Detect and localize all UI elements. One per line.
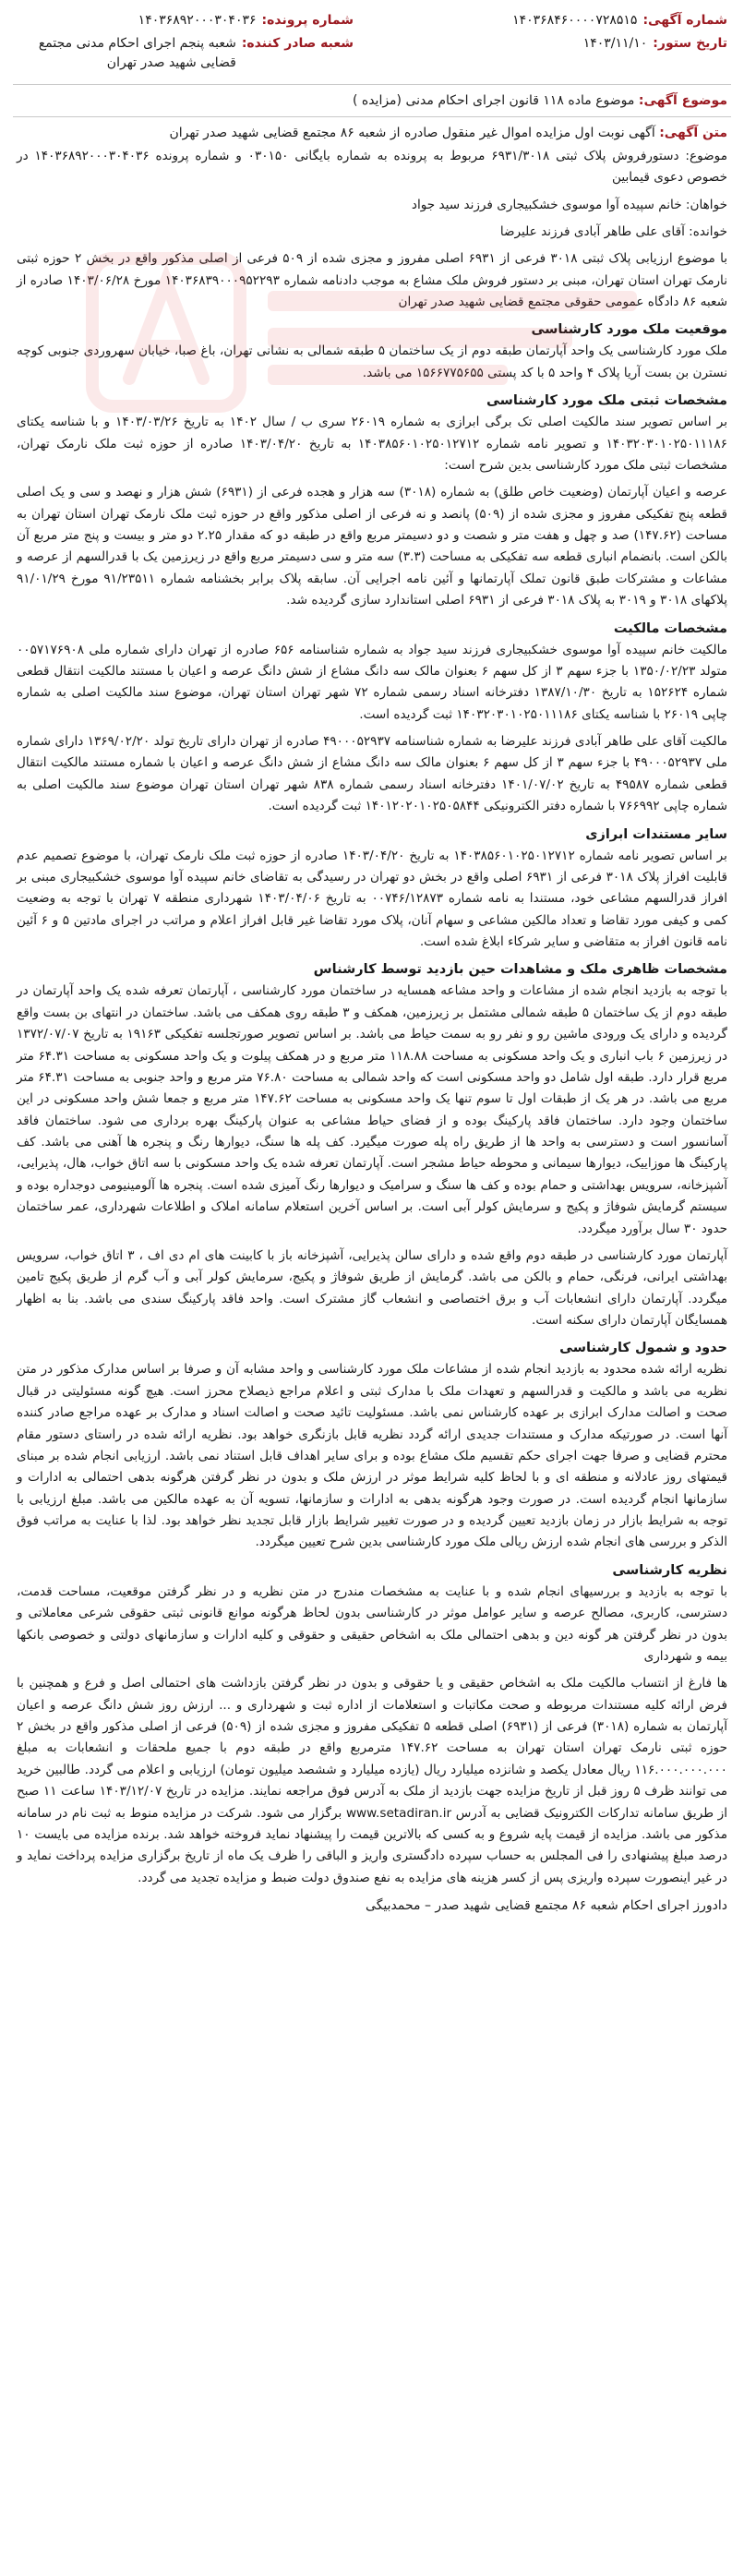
- intro-paragraph: با موضوع ارزیابی پلاک ثبتی ۳۰۱۸ فرعی از ۶۹۳۱ اصلی مفروز و مجزی شده از ۵۰۹ فرعی از اصلی مذکور واقع در بخش ۲ حوزه ثبتی نارمک تهران استان تهران، مبنی بر دستور فروش ملک مشاع به موجب دادنامه شماره ۱۴۰۳۶۸۳۹۰۰۰۹۵۲۲۹۳ مورخ ۱۴۰۳/۰۶/۲۸ صادره از شعبه ۸۶ دادگاه عمومی حقوقی مجتمع قضایی شهید صدر تهران: [17, 251, 728, 310]
- subject-value: موضوع ماده ۱۱۸ قانون اجرای احکام مدنی (مزایده ): [352, 93, 635, 108]
- date-row: [390, 34, 727, 73]
- notice-header: [13, 9, 731, 78]
- notice-number-label: شماره آگهی:: [642, 13, 727, 28]
- notice-text-row: [17, 123, 727, 143]
- case-subject: موضوع: دستورفروش پلاک ثبتی ۶۹۳۱/۳۰۱۸ مربوط به پرونده به شماره بایگانی ۰۳۰۱۵۰ و شماره پرونده ۱۴۰۳۶۸۹۲۰۰۰۳۰۴۰۳۶ در خصوص دعوی قیمابین: [17, 148, 727, 186]
- notice-text-value: آگهی نوبت اول مزایده اموال غیر منقول صادره از شعبه ۸۶ مجتمع قضایی شهید صدر تهران: [169, 126, 655, 141]
- section-location-text: ملک مورد کارشناسی یک واحد آپارتمان طبقه دوم از یک ساختمان ۵ طبقه شمالی به نشانی تهران، باغ صبا، خیابان سهروردی جنوبی کوچه نسترن بن بست آریا پلاک ۴ واحد ۵ با کد پستی ۱۵۶۶۷۷۵۶۵۵ می باشد.: [17, 343, 727, 380]
- notice-number-value: ۱۴۰۳۶۸۴۶۰۰۰۰۷۲۸۵۱۵: [512, 13, 638, 28]
- section-documents-title: سایر مستندات ابرازی: [585, 826, 727, 842]
- section-inspection-text-b: آپارتمان مورد کارشناسی در طبقه دوم واقع شده و دارای سالن پذیرایی، آشپزخانه باز با کابینت های ام دی اف ، ۳ اتاق خواب، سرویس بهداشتی ایرانی، فرنگی، حمام و بالکن می باشد. گرمایش از طریق شوفاژ و پکیج، سرمایش کولر آبی و آب گرم از طریق پکیج تامین میگردد. آپارتمان دارای انشعابات آب و برق اختصاصی و انشعاب گاز مشترک است. واحد فاقد پارکینگ سندی می باشد. بنا به اظهار همسایگان آپارتمان دارای سکنه است.: [17, 1247, 727, 1329]
- section-scope-title: حدود و شمول کارشناسی: [559, 1341, 727, 1356]
- letter-number-value: ۱۴۰۳۶۸۹۲۰۰۰۳۰۴۰۳۶: [138, 13, 257, 28]
- notice-number-row: [390, 11, 727, 30]
- issuer-row: [17, 34, 354, 73]
- date-label: تاریخ ستور:: [653, 36, 727, 51]
- date-value: ۱۴۰۳/۱۱/۱۰: [582, 36, 648, 51]
- section-location-title: موقعیت ملک مورد کارشناسی: [531, 322, 727, 338]
- issuer-value: شعبه پنجم اجرای احکام مدنی مجتمع قضایی شهید صدر تهران: [38, 36, 236, 70]
- section-documents-text: بر اساس تصویر نامه شماره ۱۴۰۳۸۵۶۰۱۰۲۵۰۱۲۷۱۲ به تاریخ ۱۴۰۳/۰۴/۲۰ صادره از حوزه ثبت ملک نارمک تهران، با موضوع تصمیم عدم قابلیت افراز پلاک ۳۰۱۸ فرعی از ۶۹۳۱ اصلی واقع در بخش دو تهران در رسیدگی به تقاضای خانم سپیده آوا موسوی خشکبیجاری مبنی بر افراز قدرالسهم مشاعی خود، مستندا به نامه شماره ۰۰۷۴۶/۱۲۸۷۳ به تاریخ ۱۴۰۳/۰۴/۰۶ شهرداری منطقه ۷ تهران با توجه به وضعیت کمی و کیفی مورد تقاضا و تعداد مالکین مشاعی و سهام آنان، پلاک مورد تقاضا غیر قابل افراز اعلام و مراتب در اجرای مادتین ۵ و ۶ آئین نامه قانون افراز به متقاضی و سایر شرکاء ابلاغ شده است.: [17, 848, 728, 950]
- letter-number-row: [17, 11, 354, 30]
- section-registry-title: مشخصات ثبتی ملک مورد کارشناسی: [486, 393, 727, 409]
- section-inspection-text-a: با توجه به بازدید انجام شده از مشاعات و واحد مشاعه همسایه در ساختمان مورد کارشناسی ، آپارتمان تعرفه شده یک واحد آپارتمان در طبقه دوم از یک ساختمان ۵ طبقه شمالی مشتمل بر زیرزمین، همکف و ۳ طبقه روی همکف می باشد. ساختمان در انتهای بن بست واقع گردیده و دارای یک ورودی ماشین رو و نفر رو به سمت حیاط می باشد. بر اساس تصویر صورتجلسه تفکیکی ۱۹۱۶۳ به تاریخ ۱۳۷۲/۰۷/۰۷ در زیرزمین ۶ باب انباری و یک واحد مسکونی به مساحت ۱۱۸.۸۸ متر مربع و در همکف پیلوت و یک واحد مسکونی به مساحت ۶۴.۳۱ متر مربع قرار دارد. طبقه اول شامل دو واحد مسکونی است که واحد شمالی به مساحت ۷۶.۸۰ متر مربع و واحد جنوبی به مساحت ۶۴.۳۱ متر مربع می باشد. در هر یک از طبقات اول تا سوم تنها یک واحد مسکونی به مساحت ۱۴۷.۶۲ متر مربع و جمعا شش واحد مسکونی در این ساختمان وجود دارد. ساختمان فاقد پارکینگ بوده و از فضای حیاط مشاعی به عنوان پارکینگ بهره برداری می شود. ساختمان فاقد آسانسور است و دسترسی به واحد ها از طریق راه پله صورت میگیرد. کف پله ها سنگ، دیوارها رنگ و پنجره ها آهنی می باشد. کف پارکینگ ها موزاییک، دیوارها سیمانی و محوطه حیاط مشجر است. آپارتمان تعرفه شده یک واحد مسکونی با سه اتاق خواب، هال، پذیرایی، آشپزخانه، سرویس بهداشتی و حمام بوده و کف ها سنگ و سرامیک و دیوارها رنگ آمیزی شده است. پنجره ها آلومینیومی دوجداره بوده و سیستم گرمایش شوفاژ و پکیج و سرمایش کولر آبی است. بر اساس آخرین استعلام سامانه املاک و اطلاعات شهرداری، عمر ساختمان حدود ۳۰ سال برآورد میگردد.: [17, 983, 728, 1236]
- defendant: خوانده: آقای علی طاهر آبادی فرزند علیرضا: [499, 223, 727, 239]
- subject-label: موضوع آگهی:: [638, 93, 727, 108]
- section-inspection-title: مشخصات ظاهری ملک و مشاهدات حین بازدید توسط کارشناس: [313, 962, 727, 978]
- plaintiff: خواهان: خانم سپیده آوا موسوی خشکبیجاری فرزند سید جواد: [411, 197, 727, 212]
- section-opinion-title: نظریه کارشناسی: [612, 1562, 727, 1578]
- header-divider: [13, 84, 731, 85]
- issuer-label: شعبه صادر کننده:: [241, 36, 354, 51]
- section-ownership-title: مشخصات مالکیت: [613, 620, 727, 636]
- notice-text-label: متن آگهی:: [659, 126, 727, 141]
- section-opinion-text-b: ها فارغ از انتساب مالکیت ملک به اشخاص حقیقی و یا حقوقی و بدون در نظر گرفتن بازداشت های احتمالی اصل و فرع و همچنین با فرض ارائه کلیه مستندات مربوطه و صحت مکاتبات و استعلامات از اداره ثبت و شهرداری و ... ارزش روز شش دانگ عرصه و اعیان آپارتمان به شماره (۳۰۱۸) فرعی از (۶۹۳۱) اصلی قطعه ۵ تفکیکی مفروز و مجزی شده از (۵۰۹) فرعی از اصلی مذکور واقع در بخش ۲ حوزه ثبتی نارمک تهران استان تهران به مساحت ۱۴۷.۶۲ مترمربع واقع در طبقه دوم با جمیع ملحقات و انشعابات به مبلغ ۱۱۶.۰۰۰.۰۰۰.۰۰۰ ریال معادل یکصد و شانزده میلیارد ریال (یازده میلیارد و ششصد میلیون تومان) ارزیابی و اعلام می گردد. طالبین خرید می توانند ظرف ۵ روز قبل از تاریخ مزایده جهت بازدید از ملک به آدرس فوق مراجعه نمایند. مزایده در تاریخ ۱۴۰۳/۱۲/۰۷ ساعت ۱۱ صبح از طریق سامانه تدارکات الکترونیک قضایی به آدرس www.setadiran.ir برگزار می شود. شرکت در مزایده منوط به ثبت نام در سامانه مذکور می باشد. مزایده از قیمت پایه شروع و به کسی که بالاترین قیمت را پیشنهاد نماید فروخته خواهد شد. برنده مزایده می بایست ۱۰ درصد مبلغ پیشنهادی را فی المجلس به حساب سپرده دادگستری واریز و الباقی را ظرف یک ماه از تاریخ برگزاری مزایده پرداخت نماید و در غیر اینصورت سپرده واریزی پس از کسر هزینه های مزایده به نفع صندوق دولت ضبط و مزایده تجدید می گردد.: [17, 1676, 727, 1885]
- section-registry-text-b: عرصه و اعیان آپارتمان (وضعیت خاص طلق) به شماره (۳۰۱۸) سه هزار و هجده فرعی از (۶۹۳۱) شش هزار و نهصد و سی و یک اصلی قطعه پنج تفکیکی مفروز و مجزی شده از (۵۰۹) پانصد و نه فرعی از اصلی مذکور واقع در حوزه ثبت ملک نارمک تهران استان تهران به مساحت (۱۴۷.۶۲) صد و چهل و هفت متر و شصت و دو دسیمتر مربع واقع در طبقه دو که مقدار ۲.۲۵ دو متر و بیست و پنج متر مربع آن بالکن است. بانضمام انباری قطعه سه تفکیکی به مساحت (۳.۳) سه متر و سی دسیمتر مربع واقع در زیرزمین یک با قدرالسهم از عرصه و مشاعات و مشترکات طبق قانون تملک آپارتمانها و آئین نامه اجرایی آن. سابقه پلاک برابر بخشنامه شماره ۹۱/۲۳۵۱۱ مورخ ۹۱/۰۱/۲۹ پلاکهای ۳۰۱۸ و ۳۰۱۹ به پلاک ۳۰۱۸ فرعی از ۶۹۳۱ اصلی استاندارد سازی گردیده شد.: [17, 485, 728, 608]
- section-ownership-text-a: مالکیت خانم سپیده آوا موسوی خشکبیجاری فرزند سید جواد به شماره شناسنامه ۶۵۶ صادره از تهران دارای شماره ملی ۰۰۵۷۱۷۶۹۰۸ متولد ۱۳۵۰/۰۲/۲۳ با جزء سهم ۳ از کل سهم ۶ بعنوان مالک سه دانگ مشاع از شش دانگ عرصه و اعیان با مستند مالکیت انتقال قطعی شماره ۱۵۲۶۲۴ به تاریخ ۱۳۸۷/۱۰/۳۰ دفترخانه اسناد رسمی شماره ۷۲ شهر تهران استان تهران، موضوع سند مالکیت اصلی به شماره چاپی ۲۶۰۱۹ با شناسه یکتای ۱۴۰۳۲۰۳۰۱۰۲۵۰۱۱۱۸۶ ثبت گردیده است.: [17, 642, 728, 722]
- letter-number-label: شماره پرونده:: [261, 13, 354, 28]
- section-scope-text: نظریه ارائه شده محدود به بازدید انجام شده از مشاعات ملک مورد کارشناسی و واحد مشابه آن و صرفا بر اساس مدارک مذکور در متن نظریه می باشد و مالکیت و قدرالسهم و تعهدات ملک با مدارک ثبتی و اعلام مراجع ذیصلاح محرز است. هیچ گونه مسئولیتی در قبال صحت و اصالت مدارک ابرازی بر عهده کارشناس نمی باشد. مسئولیت تائید صحت و اصالت اسناد و مدارک بر عهده مراجع صادر کننده آنها است. در صورتیکه مدارک و مستندات جدیدی ارائه گردد نظریه قابل بازنگری خواهد بود. نظریه ارائه شده در راستای دستور مقام محترم قضایی و صرفا جهت اجرای حکم تقسیم ملک مشاع بوده و برای سایر اهداف قابل استناد نمی باشد. ارزیابی انجام شده بر مبنای قیمتهای روز عادلانه و منطقه ای و با لحاظ کلیه شرایط موثر در ارزش ملک و بدون در نظر گرفتن هرگونه بدهی احتمالی به ادارات و سازمانها انجام گردیده است. در صورت وجود هرگونه بدهی به ادارات و سازمانها، تسویه آن به عهده مالکین می باشد. مبلغ ارزیابی با توجه به شرایط بازار در زمان بازدید تعیین گردیده و در صورت تغییر شرایط بازار قابل تجدید نظر خواهد بود. لذا با عنایت به مراتب فوق الذکر و بررسی های انجام شده ارزش ریالی ملک مورد کارشناسی بدین شرح تعیین میگردد.: [17, 1362, 727, 1550]
- section-registry-text-a: بر اساس تصویر سند مالکیت اصلی تک برگی ابرازی به شماره ۲۶۰۱۹ سری ب / سال ۱۴۰۲ به تاریخ ۱۴۰۳/۰۳/۲۶ و با شناسه یکتای ۱۴۰۳۲۰۳۰۱۰۲۵۰۱۱۱۸۶ و تصویر نامه شماره ۱۴۰۳۸۵۶۰۱۰۲۵۰۱۲۷۱۲ به تاریخ ۱۴۰۳/۰۴/۲۰ صادره از حوزه ثبت ملک نارمک تهران، مشخصات ثبتی ملک مورد کارشناسی بدین شرح است:: [17, 415, 728, 473]
- subject-divider: [13, 116, 731, 117]
- section-ownership-text-b: مالکیت آقای علی طاهر آبادی فرزند علیرضا به شماره شناسنامه ۴۹۰۰۰۵۲۹۳۷ صادره از تهران دارای تاریخ تولد ۱۳۶۹/۰۲/۲۰ دارای شماره ملی ۴۹۰۰۰۵۲۹۳۷ با جزء سهم ۳ از کل سهم ۶ بعنوان مالک سه دانگ مشاع از شش دانگ عرصه و اعیان با شماره مستند مالکیت انتقال قطعی شماره ۴۹۵۸۷ به تاریخ ۱۴۰۱/۰۷/۰۲ دفترخانه اسناد رسمی شماره ۸۳۸ شهر تهران استان تهران موضوع سند مالکیت اصلی به شماره چاپی ۷۶۶۹۹۲ با شماره دفتر الکترونیکی ۱۴۰۱۲۰۲۰۱۰۲۵۰۵۸۴۴ ثبت گردیده است.: [17, 734, 728, 814]
- subject-row: [17, 90, 727, 111]
- section-opinion-text-a: با توجه به بازدید و بررسیهای انجام شده و با عنایت به مشخصات مندرج در متن نظریه و در نظر گرفتن موقعیت، مساحت قدمت، دسترسی، کاربری، مصالح عرصه و سایر عوامل موثر در کارشناسی بدون لحاظ هرگونه موانع قانونی ثبتی حقوقی شرعی معاملاتی و بدون در نظر گرفتن هر گونه دین و بدهی احتمالی ملک به اشخاص حقیقی و حقوقی و کلیه ادارات و سازمانهای دولتی و خصوصی بانکها بیمه و شهرداری: [17, 1583, 727, 1664]
- signature-line: دادورز اجرای احکام شعبه ۸۶ مجتمع قضایی شهید صدر – محمدبیگی: [366, 1898, 727, 1914]
